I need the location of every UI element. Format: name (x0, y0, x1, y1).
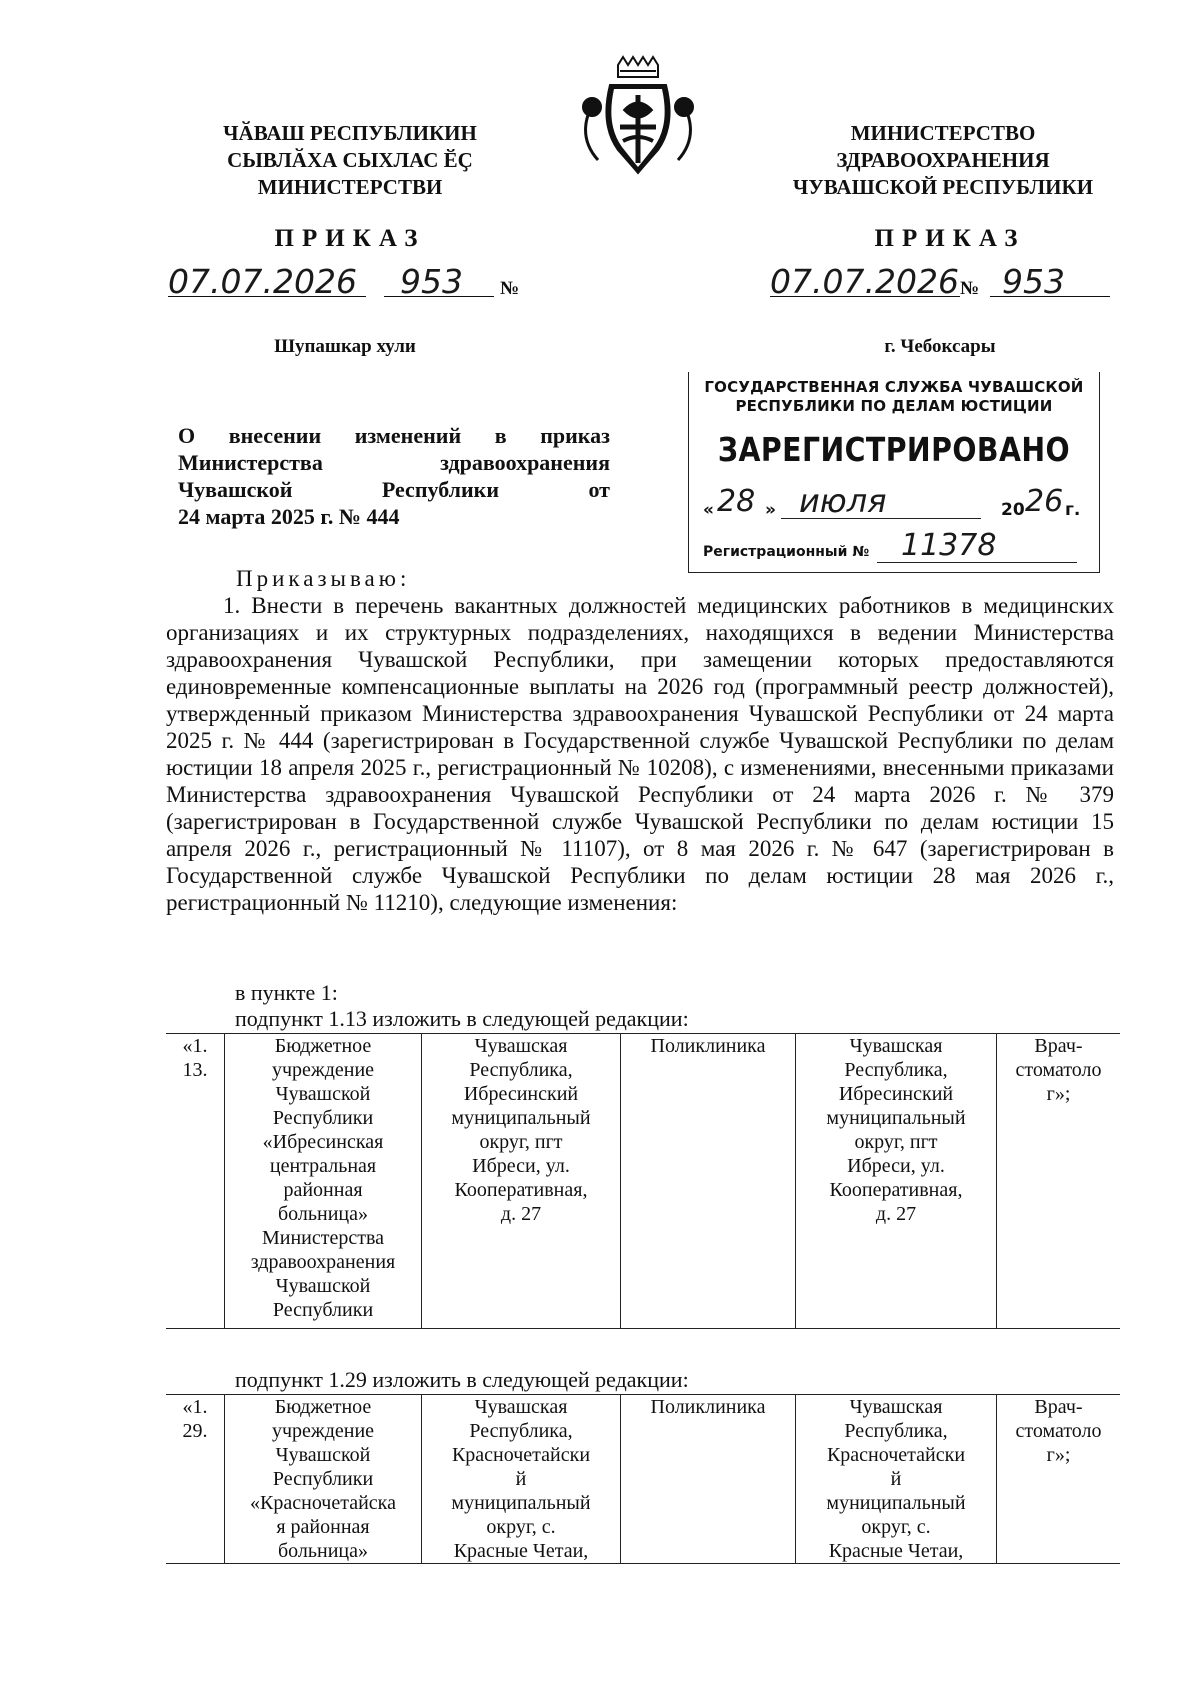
cell-line: Кооперативная, (829, 1179, 963, 1201)
stamp-quote-close: » (765, 500, 776, 520)
cell-line: здравоохранения (250, 1251, 396, 1273)
cell-line: муниципальный (826, 1492, 966, 1514)
title-word: от (588, 477, 610, 502)
cell-line: центральная (269, 1155, 377, 1177)
cell-line: 29. (182, 1420, 208, 1442)
number-line-left (384, 262, 494, 301)
title-word: приказ (540, 423, 610, 448)
date-handwritten-right: 07.07.2026 (770, 262, 959, 301)
cell-line: «Ибресинская (262, 1131, 384, 1153)
cell-line: д. 27 (875, 1203, 917, 1225)
cell-line: стоматоло (1015, 1420, 1102, 1442)
cell-line: округ, пгт (479, 1131, 563, 1153)
cell-line: Красночетайски (826, 1444, 966, 1466)
cell-line: г»; (1046, 1444, 1071, 1466)
cell-line: «1. (182, 1035, 208, 1057)
cell-line: стоматоло (1015, 1059, 1102, 1081)
table-subpoint-1-29 (166, 1394, 1120, 1564)
number-line-right (990, 262, 1110, 301)
stamp-line2: РЕСПУБЛИКИ ПО ДЕЛАМ ЮСТИЦИИ (735, 397, 1053, 415)
cell-address (422, 1034, 621, 1329)
cell-line: Чувашской (275, 1444, 371, 1466)
header-left-line: ЧӐВАШ РЕСПУБЛИКИН (223, 121, 477, 145)
title-word: здравоохранения (440, 450, 610, 475)
title-word: изменений (354, 423, 462, 448)
header-right-line: ЧУВАШСКОЙ РЕСПУБЛИКИ (792, 175, 1094, 199)
city-right: г. Чебоксары (884, 336, 996, 357)
cell-unit (621, 1034, 796, 1329)
cell-line: больница» (278, 1203, 368, 1225)
stamp-reg-number-handwritten: 11378 (901, 528, 997, 563)
header-right-line: МИНИСТЕРСТВО (850, 121, 1036, 145)
table-subpoint-1-13 (166, 1033, 1120, 1329)
cell-line: больница» (278, 1540, 368, 1562)
cell-line: Республика, (469, 1059, 573, 1081)
prikaz-title-right: ПРИКАЗ (874, 225, 1026, 252)
cell-line: Поликлиника (650, 1396, 766, 1418)
cell-line: Бюджетное (274, 1035, 372, 1057)
cell-line: Ибресинский (838, 1083, 954, 1105)
table-row (166, 1034, 1120, 1329)
title-line: 24 марта 2025 г. № 444 (178, 504, 400, 529)
cell-line: Красные Четаи, (453, 1540, 589, 1562)
cell-line: Республика, (469, 1420, 573, 1442)
stamp-day-handwritten: 28 (717, 484, 756, 519)
header-right (758, 120, 1128, 201)
cell-line: Чувашская (474, 1396, 568, 1418)
point-label: в пункте 1: (235, 980, 338, 1005)
stamp-registered: ЗАРЕГИСТРИРОВАНО (717, 430, 1071, 469)
cell-line: Чувашской (275, 1275, 371, 1297)
cell-line: Бюджетное (274, 1396, 372, 1418)
number-handwritten-left: 953 (400, 262, 463, 301)
cell-line: районная (283, 1179, 363, 1201)
cell-line: Ибреси, ул. (847, 1155, 945, 1177)
title-line (178, 476, 610, 503)
cell-line: я районная (276, 1516, 370, 1538)
cell-position (997, 1395, 1121, 1564)
table-row (166, 1395, 1120, 1564)
cell-position (997, 1034, 1121, 1329)
cell-line: Ибреси, ул. (472, 1155, 570, 1177)
cell-line: муниципальный (451, 1492, 591, 1514)
cell-line: й (515, 1468, 527, 1490)
paragraph-1: 1. Внести в перечень вакантных должностей медицинских работников в медицинских организациях и их структурных подразделениях, находящихся в ведении Министерства здравоохранения Чувашской Республики, при замещении которых предоставляются единовременные компенсационные выплаты на 2026 год (программный реестр должностей), утвержденный приказом Министерства здравоохранения Чувашской Республики от 24 марта 2025 г. № 444 (зарегистрирован в Государственной службе Чувашской Республики по делам юстиции 18 апреля 2025 г., регистрационный № 10208), с изменениями, внесенными приказами Министерства здравоохранения Чувашской Республики от 24 марта 2026 г. № 379 (зарегистрирован в Государственной службе Чувашской Республики по делам юстиции 15 апреля 2026 г., регистрационный № 11107), от 8 мая 2026 г. № 647 (зарегистрирован в Государственной службе Чувашской Республики по делам юстиции 28 мая 2026 г., регистрационный № 11210), следующие изменения: (166, 593, 1114, 915)
cell-line: Республики (272, 1107, 374, 1129)
title-word: Республики (381, 477, 500, 502)
title-line (178, 449, 610, 476)
title-line (178, 422, 610, 449)
title-word: Министерства (178, 450, 323, 475)
cell-line: учреждение (271, 1059, 375, 1081)
cell-line: Красные Четаи, (828, 1540, 964, 1562)
stamp-month-handwritten: июля (799, 482, 887, 520)
title-word: в (494, 423, 507, 448)
prikaz-title-left: ПРИКАЗ (274, 225, 426, 252)
stamp-year-g: г. (1065, 500, 1081, 520)
header-right-line: ЗДРАВООХРАНЕНИЯ (836, 148, 1050, 172)
cell-line: Республика, (844, 1420, 948, 1442)
subpoint-1-29-label: подпункт 1.29 изложить в следующей редакции: (235, 1367, 689, 1392)
cell-line: Красночетайски (451, 1444, 591, 1466)
cell-line: Врач- (1034, 1035, 1083, 1057)
cell-line: Ибресинский (463, 1083, 579, 1105)
cell-line: «Красночетайска (250, 1492, 396, 1514)
cell-organization (225, 1034, 422, 1329)
cell-unit-address (796, 1034, 997, 1329)
title-word: О (178, 423, 196, 448)
stamp-line1: ГОСУДАРСТВЕННАЯ СЛУЖБА ЧУВАШСКОЙ (704, 378, 1084, 396)
title-word: внесении (228, 423, 322, 448)
number-sign-left: № (500, 278, 520, 299)
stamp-year-handwritten: 26 (1025, 484, 1064, 519)
cell-organization (225, 1395, 422, 1564)
cell-line: Кооперативная, (454, 1179, 588, 1201)
stamp-date-row (703, 482, 1093, 522)
cell-number (166, 1034, 225, 1329)
orders-word: Приказываю: (236, 566, 411, 591)
cell-line: й (890, 1468, 902, 1490)
date-handwritten-left: 07.07.2026 (168, 262, 357, 301)
cell-line: округ, пгт (854, 1131, 938, 1153)
cell-line: Республики (272, 1299, 374, 1321)
cell-number (166, 1395, 225, 1564)
number-handwritten-right: 953 (1002, 262, 1065, 301)
cell-line: д. 27 (500, 1203, 542, 1225)
stamp-reg-label: Регистрационный № (703, 544, 870, 560)
stamp-quote-open: « (703, 500, 714, 520)
cell-line: Республики (272, 1468, 374, 1490)
cell-line: Чувашская (849, 1396, 943, 1418)
coat-of-arms-emblem (578, 55, 698, 180)
date-line-left (168, 262, 366, 301)
date-line-right (770, 262, 960, 301)
cell-line: Врач- (1034, 1396, 1083, 1418)
cell-line: Поликлиника (650, 1035, 766, 1057)
registration-stamp (688, 372, 1100, 573)
header-left-line: МИНИСТЕРСТВИ (257, 175, 443, 199)
cell-line: 13. (182, 1059, 208, 1081)
cell-line: учреждение (271, 1420, 375, 1442)
cell-line: Министерства (261, 1227, 385, 1249)
cell-line: округ, с. (861, 1516, 931, 1538)
cell-address (422, 1395, 621, 1564)
title-word: Чувашской (178, 477, 293, 502)
cell-unit (621, 1395, 796, 1564)
cell-line: «1. (182, 1396, 208, 1418)
city-left: Шупашкар хули (274, 336, 416, 357)
cell-line: Чувашская (474, 1035, 568, 1057)
cell-unit-address (796, 1395, 997, 1564)
header-left (150, 120, 550, 201)
cell-line: Чувашской (275, 1083, 371, 1105)
cell-line: муниципальный (451, 1107, 591, 1129)
subpoint-1-13-label: подпункт 1.13 изложить в следующей редакции: (235, 1006, 689, 1031)
cell-line: Чувашская (849, 1035, 943, 1057)
cell-line: муниципальный (826, 1107, 966, 1129)
order-body (166, 565, 1114, 916)
stamp-year-prefix: 20 (1001, 500, 1025, 520)
cell-line: округ, с. (486, 1516, 556, 1538)
cell-line: Республика, (844, 1059, 948, 1081)
header-left-line: СЫВЛӐХА СЫХЛАС ӖҪ (227, 148, 473, 172)
document-title (178, 422, 610, 530)
number-sign-right: № (960, 278, 980, 299)
stamp-reg-row (703, 528, 1093, 566)
cell-line: г»; (1046, 1083, 1071, 1105)
